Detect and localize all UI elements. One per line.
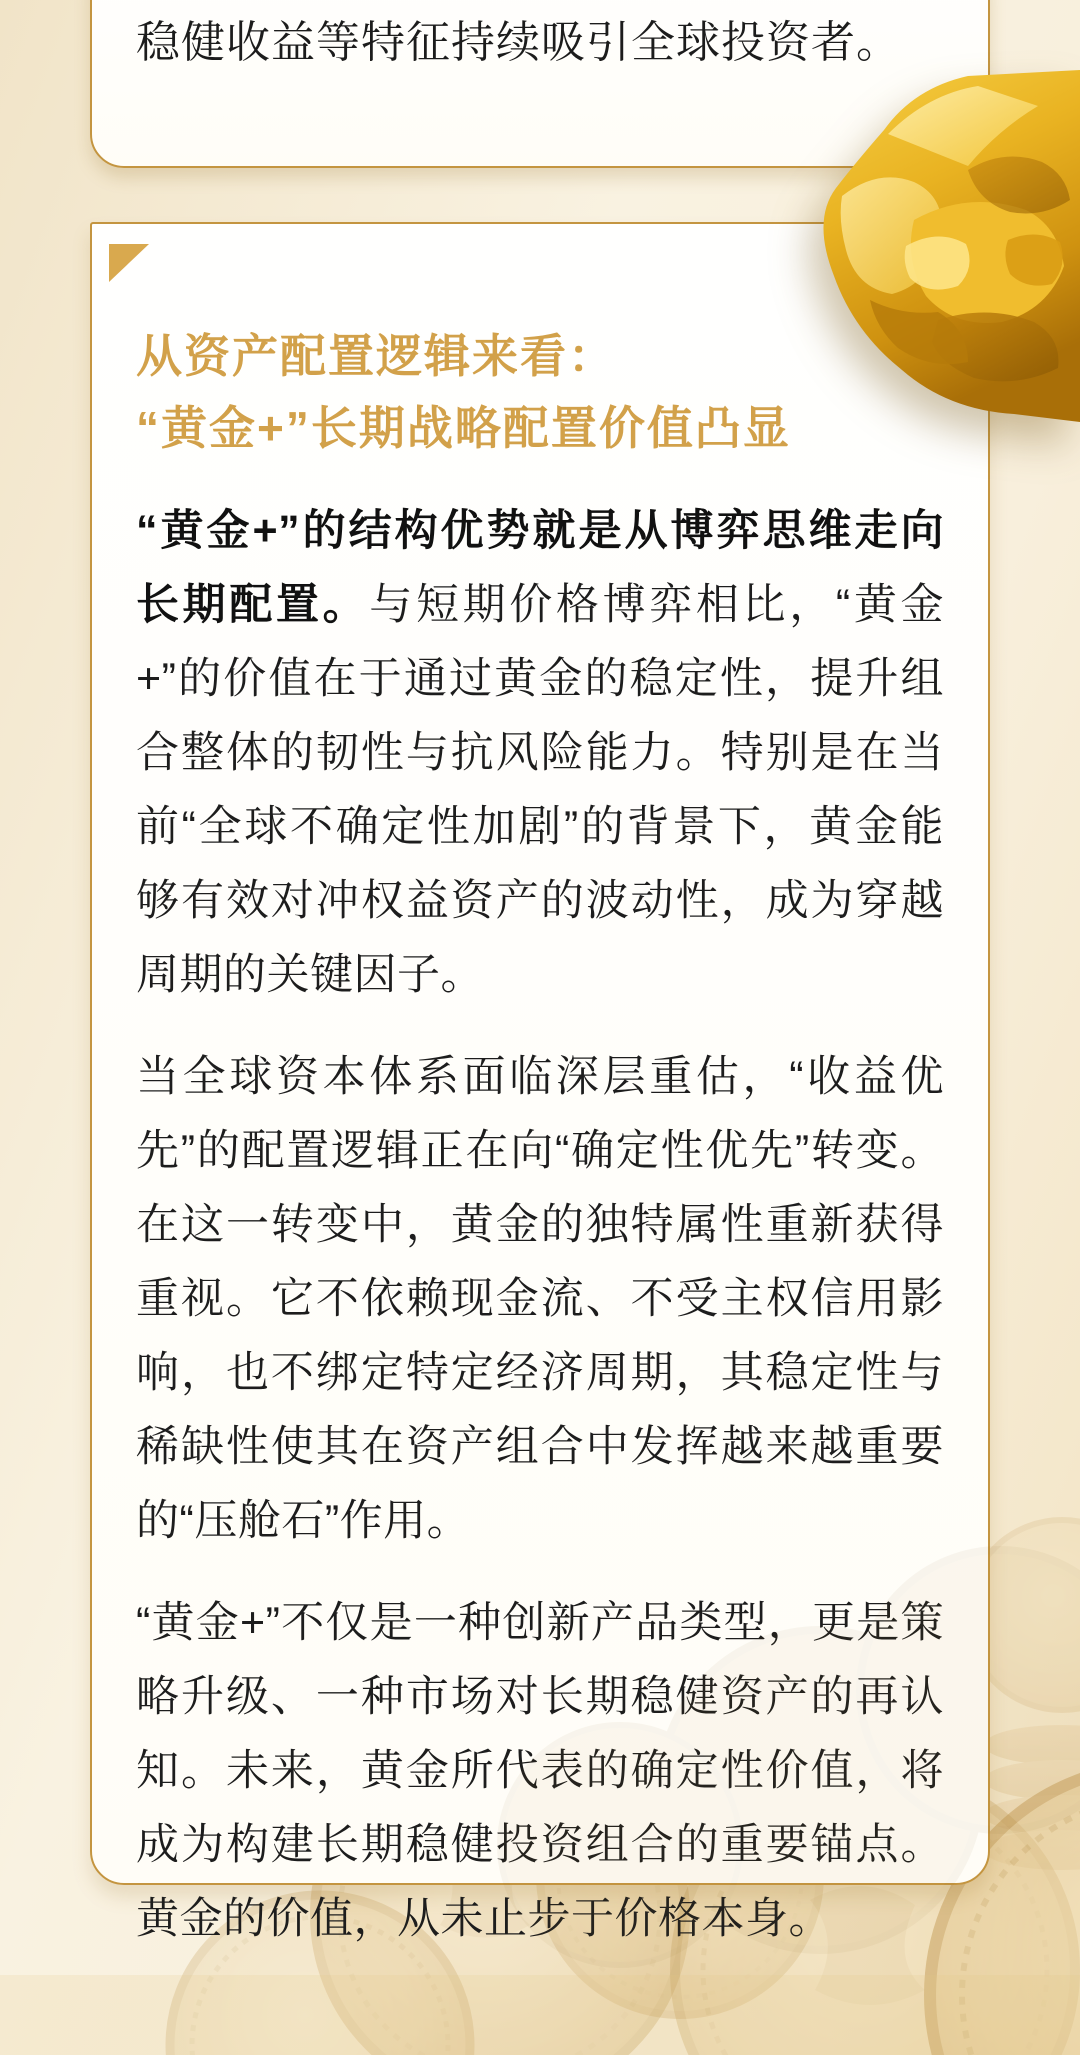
paragraph-1-bold-lead: “黄金+”的结构优势就是从博弈思维走向长期配置。 bbox=[136, 507, 944, 629]
paragraph-2 bbox=[136, 1040, 944, 1558]
corner-triangle-icon bbox=[109, 244, 149, 282]
paragraph-1 bbox=[136, 494, 944, 1012]
paragraph-2-text: 当全球资本体系面临深层重估，“收益优先”的配置逻辑正在向“确定性优先”转变。在这一转变中，黄金的独特属性重新获得重视。它不依赖现金流、不受主权信用影响，也不绑定特定经济周期，其稳定性与稀缺性使其在资产组合中发挥越来越重要的“压舱石”作用。 bbox=[136, 1053, 944, 1545]
paragraph-1-text: 与短期价格博弈相比，“黄金+”的价值在于通过黄金的稳定性，提升组合整体的韧性与抗风险能力。特别是在当前“全球不确定性加剧”的背景下，黄金能够有效对冲权益资产的波动性，成为穿越周期的关键因子。 bbox=[136, 581, 945, 999]
paragraph-3-text: “黄金+”不仅是一种创新产品类型，更是策略升级、一种市场对长期稳健资产的再认知。未来，黄金所代表的确定性价值，将成为构建长期稳健投资组合的重要锚点。黄金的价值，从未止步于价格本身。 bbox=[136, 1599, 944, 1943]
paragraph-3 bbox=[136, 1586, 944, 1956]
section-title-line1: 从资产配置逻辑来看： bbox=[136, 330, 616, 382]
section-title-line2: “黄金+”长期战略配置价值凸显 bbox=[136, 402, 791, 454]
intro-text: 稳健收益等特征持续吸引全球投资者。 bbox=[136, 18, 901, 67]
gold-nugget-icon bbox=[818, 70, 1080, 422]
section-card bbox=[90, 222, 990, 1943]
